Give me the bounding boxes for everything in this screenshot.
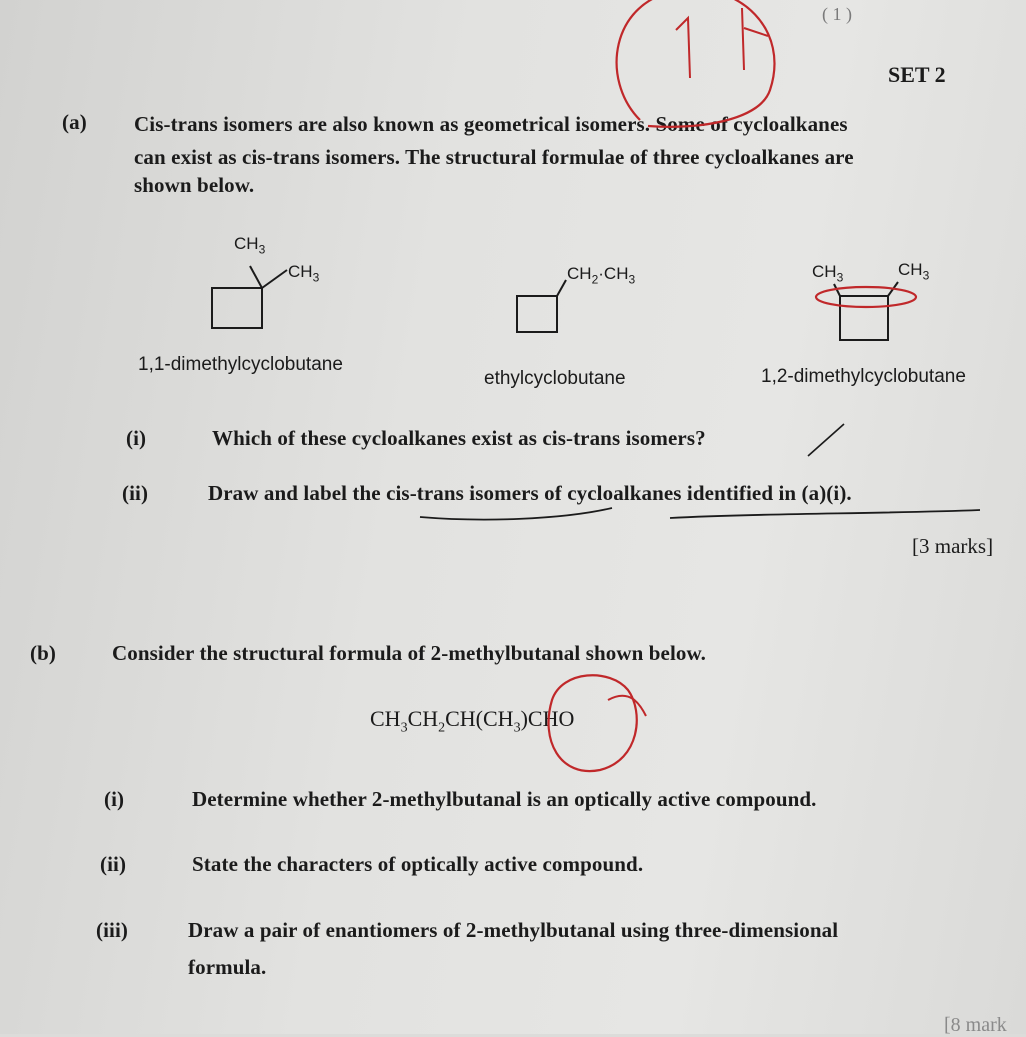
part-a-q1-text: Which of these cycloalkanes exist as cis-trans isomers? bbox=[212, 426, 706, 450]
part-a-intro-line-3: shown below. bbox=[134, 173, 255, 197]
part-b-label: (b) bbox=[30, 641, 56, 665]
part-a-label: (a) bbox=[62, 110, 87, 134]
structure-2-ethyl: $CH_2\cdot CH_3$ bbox=[567, 264, 636, 287]
part-b-q2-text: State the characters of optically active compound. bbox=[192, 852, 644, 876]
annotation-circle-formula bbox=[549, 675, 637, 771]
part-a-q1-num: (i) bbox=[126, 426, 147, 450]
structure-3-ch3-left: $CH_3$ bbox=[812, 262, 844, 285]
part-b-q3-num: (iii) bbox=[96, 918, 128, 942]
part-b-q2-num: (ii) bbox=[100, 852, 127, 876]
part-a-marks: [3 marks] bbox=[912, 534, 994, 558]
structure-1-ch3-top: $CH_3$ bbox=[234, 234, 266, 257]
annotation-large-circle bbox=[617, 0, 775, 127]
part-b-marks: [8 mark bbox=[944, 1014, 1007, 1036]
structure-2-name: ethylcyclobutane bbox=[484, 368, 626, 389]
part-b-q3-text: Draw a pair of enantiomers of 2-methylbutanal using three-dimensional bbox=[188, 918, 839, 942]
handwritten-mark: ( 1 ) bbox=[822, 4, 852, 24]
annotation-underline-left bbox=[420, 508, 612, 520]
structure-1-name: 1,1-dimethylcyclobutane bbox=[138, 354, 343, 375]
part-a-q2-text: Draw and label the cis-trans isomers of cycloalkanes identified in (a)(i). bbox=[208, 481, 852, 505]
part-b-q1-num: (i) bbox=[104, 787, 125, 811]
annotation-flag-right bbox=[742, 8, 768, 70]
part-b-intro: Consider the structural formula of 2-methylbutanal shown below. bbox=[112, 641, 706, 665]
annotation-check-tick bbox=[808, 424, 844, 456]
annotation-flag-left bbox=[676, 18, 690, 78]
structure-3-ch3-right: $CH_3$ bbox=[898, 260, 930, 283]
part-b-formula: $CH_3CH_2CH(CH_3)CHO$ bbox=[370, 706, 575, 736]
part-a-intro-line-1: Cis-trans isomers are also known as geometrical isomers. Some of cycloalkanes bbox=[134, 112, 848, 136]
annotation-ellipse-structure-3 bbox=[816, 287, 916, 307]
part-b-q1-text: Determine whether 2-methylbutanal is an optically active compound. bbox=[192, 787, 817, 811]
structure-3-name: 1,2-dimethylcyclobutane bbox=[761, 366, 966, 387]
set-label: SET 2 bbox=[888, 62, 946, 87]
annotation-underline-right bbox=[670, 510, 980, 518]
structure-1-ch3-right: $CH_3$ bbox=[288, 262, 320, 285]
part-a-intro-line-2: can exist as cis-trans isomers. The structural formulae of three cycloalkanes are bbox=[134, 145, 854, 169]
annotation-arrow-formula bbox=[608, 696, 646, 716]
part-a-q2-num: (ii) bbox=[122, 481, 149, 505]
part-b-q3-continuation: formula. bbox=[188, 955, 267, 979]
